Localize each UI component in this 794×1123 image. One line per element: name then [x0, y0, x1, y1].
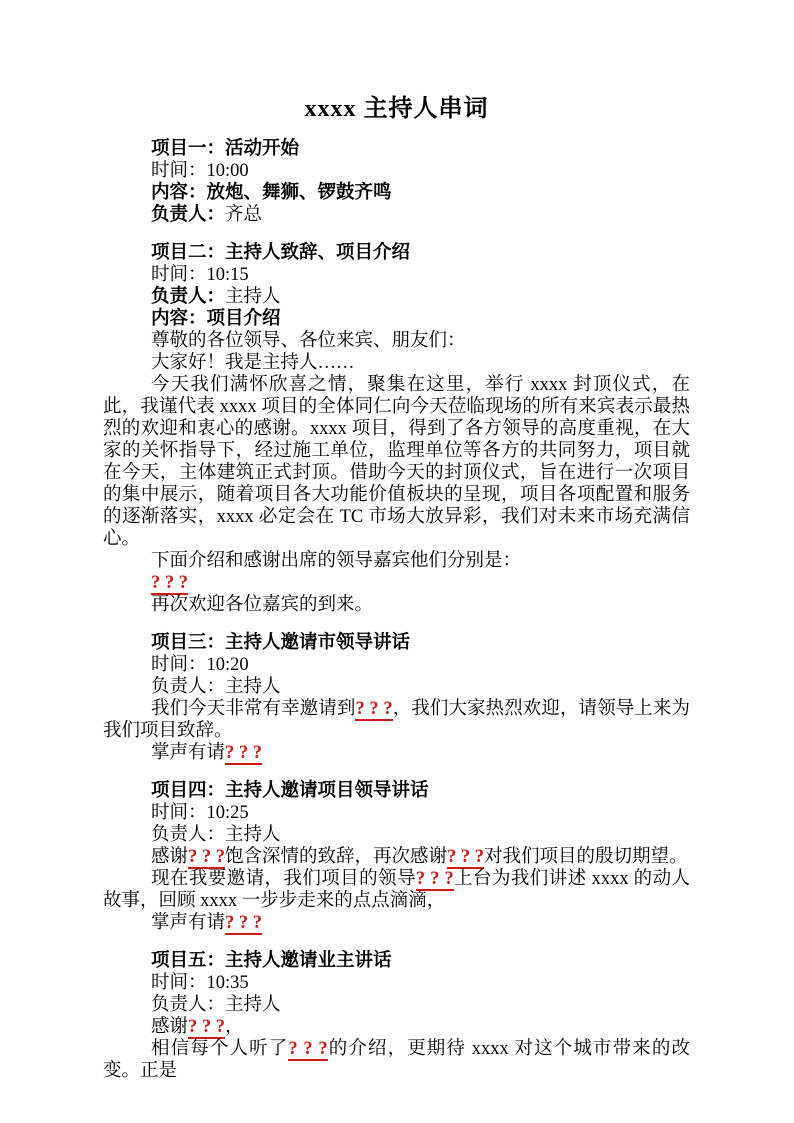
document-body	[103, 138, 690, 1082]
text-segment: 掌声有请	[151, 743, 226, 763]
text-segment: 饱含深情的致辞，再次感谢	[225, 847, 448, 867]
doc-line	[103, 330, 690, 352]
doc-line	[103, 352, 690, 374]
placeholder-question-marks: ? ? ?	[415, 869, 454, 889]
placeholder-question-marks: ? ? ?	[188, 847, 226, 867]
section-4	[103, 780, 690, 934]
doc-line	[103, 160, 690, 182]
doc-line	[103, 972, 690, 994]
section-5	[103, 950, 690, 1082]
text-segment: 下面介绍和感谢出席的领导嘉宾他们分别是：	[151, 551, 522, 571]
doc-line	[103, 374, 690, 550]
doc-line	[103, 308, 690, 330]
placeholder-question-marks: ? ? ?	[447, 847, 485, 867]
section-1	[103, 138, 690, 226]
text-segment: 负责人：	[151, 205, 226, 225]
doc-line	[103, 654, 690, 676]
text-segment: ，我们大家热烈欢迎，请领导上来为我们项目致辞。	[103, 699, 690, 741]
doc-line	[103, 182, 690, 204]
doc-line	[103, 550, 690, 572]
doc-line	[103, 572, 690, 594]
text-segment: 时间：10:35	[151, 973, 249, 993]
doc-line	[103, 824, 690, 846]
text-segment: 内容：项目介绍	[151, 309, 281, 329]
text-segment: 今天我们满怀欣喜之情，聚集在这里，举行 xxxx 封顶仪式，在此，我谨代表 xxxx 项目的全体同仁向今天莅临现场的所有来宾表示最热烈的欢迎和衷心的感谢。xxxx 项目，得到了各方领导的高度重视，在大家的关怀指导下，经过施工单位，监理单位等各方的共同努力，项目就在今天，主体建筑正式封顶。借助今天的封顶仪式，旨在进行一次项目的集中展示，随着项目各大功能价值板块的呈现，项目各项配置和服务的逐渐落实，xxxx 必定会在 TC 市场大放异彩，我们对未来市场充满信心。	[103, 375, 690, 549]
text-segment: 负责人：	[151, 287, 226, 307]
text-segment: 内容：放炮、舞狮、锣鼓齐鸣	[151, 183, 392, 203]
text-segment: 尊敬的各位领导、各位来宾、朋友们：	[151, 331, 466, 351]
doc-line	[103, 994, 690, 1016]
text-segment: 项目一：活动开始	[151, 139, 300, 159]
doc-line	[103, 912, 690, 934]
doc-line	[103, 698, 690, 742]
text-segment: 对我们项目的殷切期望。	[484, 847, 688, 867]
text-segment: 时间：10:15	[151, 265, 249, 285]
placeholder-question-marks: ? ? ?	[188, 1017, 226, 1037]
doc-line	[103, 632, 690, 654]
text-segment: 时间：10:00	[151, 161, 249, 181]
section-2	[103, 242, 690, 616]
doc-line	[103, 846, 690, 868]
placeholder-question-marks: ? ? ?	[355, 699, 393, 719]
doc-line	[103, 594, 690, 616]
doc-line	[103, 1016, 690, 1038]
doc-line	[103, 286, 690, 308]
text-segment: 负责人：主持人	[151, 995, 281, 1015]
text-segment: 负责人：主持人	[151, 677, 281, 697]
placeholder-question-marks: ? ? ?	[225, 743, 263, 763]
text-segment: 上台为我们讲述 xxxx 的动人故事，回顾 xxxx 一步步走来的点点滴滴，	[103, 869, 690, 911]
placeholder-question-marks: ? ? ?	[225, 913, 263, 933]
doc-line	[103, 868, 690, 912]
text-segment: 主持人	[225, 287, 281, 307]
text-segment: 掌声有请	[151, 913, 226, 933]
text-segment: 齐总	[225, 205, 263, 225]
doc-line	[103, 780, 690, 802]
text-segment: 项目二：主持人致辞、项目介绍	[151, 243, 411, 263]
placeholder-question-marks: ? ? ?	[151, 573, 188, 593]
placeholder-question-marks: ? ? ?	[288, 1039, 328, 1059]
text-segment: 大家好！我是主持人……	[151, 353, 355, 373]
text-segment: 时间：10:20	[151, 655, 249, 675]
doc-line	[103, 802, 690, 824]
doc-line	[103, 242, 690, 264]
text-segment: 时间：10:25	[151, 803, 249, 823]
doc-line	[103, 264, 690, 286]
text-segment: 我们今天非常有幸邀请到	[151, 699, 356, 719]
doc-line	[103, 950, 690, 972]
section-3	[103, 632, 690, 764]
text-segment: 感谢	[151, 847, 189, 867]
doc-line	[103, 676, 690, 698]
text-segment: ，	[225, 1017, 244, 1037]
document-title: xxxx 主持人串词	[304, 96, 489, 122]
text-segment: 再次欢迎各位嘉宾的到来。	[151, 595, 374, 615]
doc-line	[103, 138, 690, 160]
text-segment: 相信每个人听了	[151, 1039, 289, 1059]
doc-line	[103, 1038, 690, 1082]
text-segment: 项目五：主持人邀请业主讲话	[151, 951, 392, 971]
text-segment: 的介绍，更期待 xxxx 对这个城市带来的改变。正是	[103, 1039, 690, 1081]
text-segment: 项目三：主持人邀请市领导讲话	[151, 633, 411, 653]
text-segment: 感谢	[151, 1017, 189, 1037]
doc-line	[103, 742, 690, 764]
text-segment: 负责人：主持人	[151, 825, 281, 845]
text-segment: 现在我要邀请，我们项目的领导	[151, 869, 416, 889]
text-segment: 项目四：主持人邀请项目领导讲话	[151, 781, 429, 801]
doc-line	[103, 204, 690, 226]
